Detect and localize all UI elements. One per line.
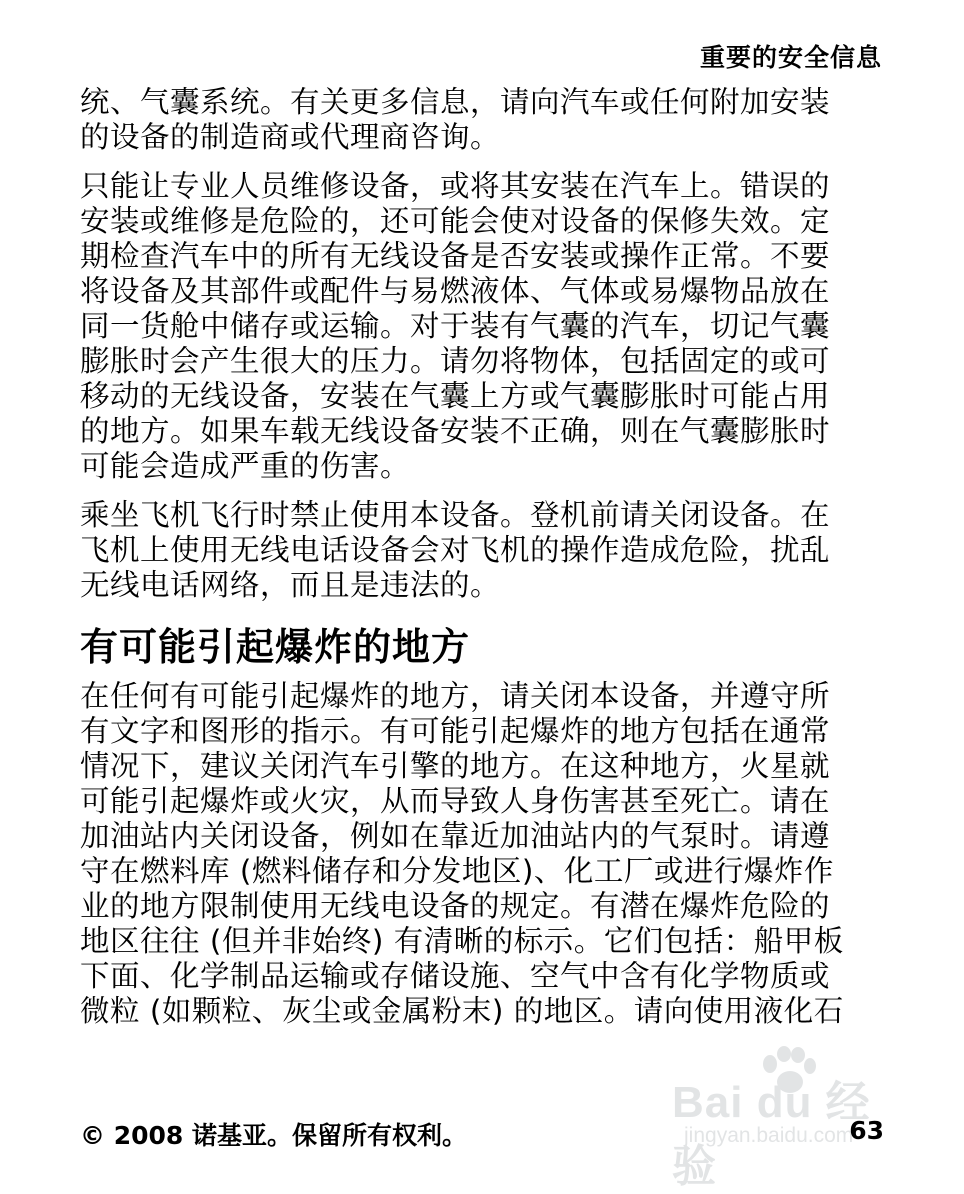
paragraph-installation: 只能让专业人员维修设备，或将其安装在汽车上。错误的 安装或维修是危险的，还可能会使对设备的保修失效。定 期检查汽车中的所有无线设备是否安装或操作正常。不要 将设备及其部件或配件与易燃液体、气体或易爆物品放在 同一货舱中储存或运输。对于装有气囊的汽车，切记气囊 膨胀时会产生很大的压力。请勿将物体，包括固定的或可 移动的无线设备，安装在气囊上方或气囊膨胀时可能占用 的地方。如果车载无线设备安装不正确，则在气囊膨胀时 可能会造成严重的伤害。 xyxy=(80,169,831,483)
paragraph-airbag: 统、气囊系统。有关更多信息，请向汽车或任何附加安装 的设备的制造商或代理商咨询。 xyxy=(80,85,831,154)
watermark-url: jingyan.baidu.com xyxy=(684,1124,854,1147)
copyright-text: © 2008 诺基亚。保留所有权利。 xyxy=(80,1121,467,1150)
section-heading: 有可能引起爆炸的地方 xyxy=(80,625,471,669)
paragraph-explosive-areas: 在任何有可能引起爆炸的地方，请关闭本设备，并遵守所 有文字和图形的指示。有可能引起爆炸的地方包括在通常 情况下，建议关闭汽车引擎的地方。在这种地方，火星就 可能引起爆炸或火灾，从而导致人身伤害甚至死亡。请在 加油站内关闭设备，例如在靠近加油站内的气泵时。请遵 守在燃料库 (燃料储存和分发地区)、化工厂或进行爆炸作 业的地方限制使用无线电设备的规定。有潜在爆炸危险的 地区往往 (但并非始终) 有清晰的标示。它们包括：船甲板 下面、化学制品运输或存储设施、空气中含有化学物质或 微粒 (如颗粒、灰尘或金属粉末) 的地区。请向使用液化石 xyxy=(80,679,844,1028)
running-header-title: 重要的安全信息 xyxy=(699,43,882,72)
paragraph-aircraft: 乘坐飞机飞行时禁止使用本设备。登机前请关闭设备。在 飞机上使用无线电话设备会对飞机的操作造成危险，扰乱 无线电话网络，而且是违法的。 xyxy=(80,498,831,602)
page-number: 63 xyxy=(849,1116,884,1145)
page-content xyxy=(80,85,880,1043)
watermark-brand: Bai du 经验 xyxy=(672,1078,871,1191)
